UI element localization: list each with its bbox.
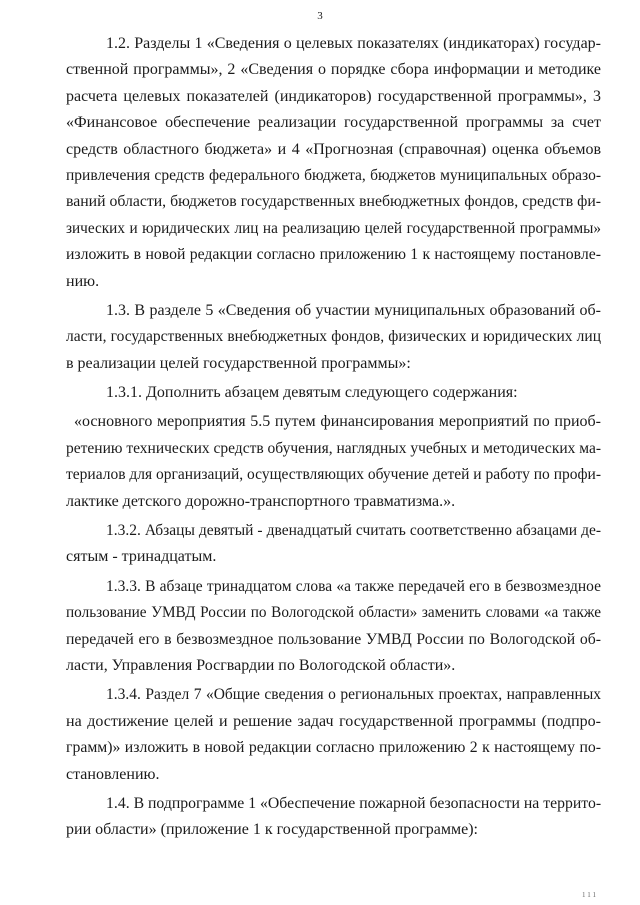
text-line: 1.3.2. Абзацы девятый - двенадцатый считать соответственно абзацами де- (106, 522, 601, 540)
text-line: «Финансовое обеспечение реализации государственной программы за счет (66, 114, 601, 132)
text-line: грамм)» изложить в новой редакции согласно приложению 2 к настоящему по- (66, 739, 601, 757)
text-line: ственной программы», 2 «Сведения о порядке сбора информации и методике (66, 61, 601, 79)
text-line: 1.2. Разделы 1 «Сведения о целевых показателях (индикаторах) государ- (106, 35, 601, 52)
text-line: ласти, государственных внебюджетных фондов, физических и юридических лиц (66, 328, 601, 346)
text-line: 1.3.4. Раздел 7 «Общие сведения о региональных проектах, направленных (106, 686, 601, 704)
text-line: рии области» (приложение 1 к государственной программе): (66, 821, 478, 839)
page-number: 3 (317, 10, 323, 22)
paragraph-1-2 (66, 31, 601, 295)
text-line: передачей его в безвозмездное пользование УМВД России по Вологодской об- (66, 630, 601, 648)
paragraph-quote (66, 409, 601, 515)
text-line: на достижение целей и решение задач государственной программы (подпро- (66, 712, 601, 730)
scan-corner-mark: 1 1 1 (582, 891, 596, 899)
document-body (66, 31, 601, 847)
text-line: териалов для организаций, осуществляющих обучение детей и работу по профи- (66, 466, 601, 484)
text-line: лактике детского дорожно-транспортного травматизма.». (66, 492, 456, 510)
text-line: «основного мероприятия 5.5 путем финансирования мероприятий по приоб- (74, 413, 601, 431)
paragraph-1-3-3 (66, 574, 601, 680)
text-line: 1.3.3. В абзаце тринадцатом слова «а также передачей его в безвозмездное (106, 577, 601, 595)
text-line: сятым - тринадцатым. (66, 548, 217, 566)
paragraph-1-3-2 (66, 518, 601, 571)
paragraph-1-3-1 (66, 380, 601, 406)
text-line: ретению технических средств обучения, наглядных учебных и методических ма- (66, 439, 602, 457)
text-line: расчета целевых показателей (индикаторов) государственной программы», 3 (66, 87, 601, 105)
text-line: в реализации целей государственной программы»: (66, 354, 411, 372)
text-line: зических и юридических лиц на реализацию целей государственной программы» (66, 219, 601, 237)
text-line: ласти, Управления Росгвардии по Вологодской области». (66, 656, 456, 674)
text-line: нию. (66, 272, 100, 290)
paragraph-1-3-4 (66, 682, 601, 788)
text-line: 1.3. В разделе 5 «Сведения об участии муниципальных образований об- (106, 301, 601, 319)
text-line: изложить в новой редакции согласно приложению 1 к настоящему постановле- (66, 246, 601, 264)
text-line: средств областного бюджета» и 4 «Прогнозная (справочная) оценка объемов (66, 140, 601, 158)
paragraph-1-4 (66, 791, 601, 844)
text-line: 1.4. В подпрограмме 1 «Обеспечение пожарной безопасности на террито- (106, 794, 602, 812)
paragraph-1-3 (66, 298, 601, 377)
text-line: ваний области, бюджетов государственных внебюджетных фондов, средств фи- (66, 193, 601, 211)
text-line: пользование УМВД России по Вологодской области» заменить словами «а также (66, 604, 601, 622)
text-line: 1.3.1. Дополнить абзацем девятым следующего содержания: (106, 384, 518, 402)
text-line: становлению. (66, 765, 160, 783)
text-line: привлечения средств федерального бюджета, бюджетов муниципальных образо- (66, 166, 601, 184)
